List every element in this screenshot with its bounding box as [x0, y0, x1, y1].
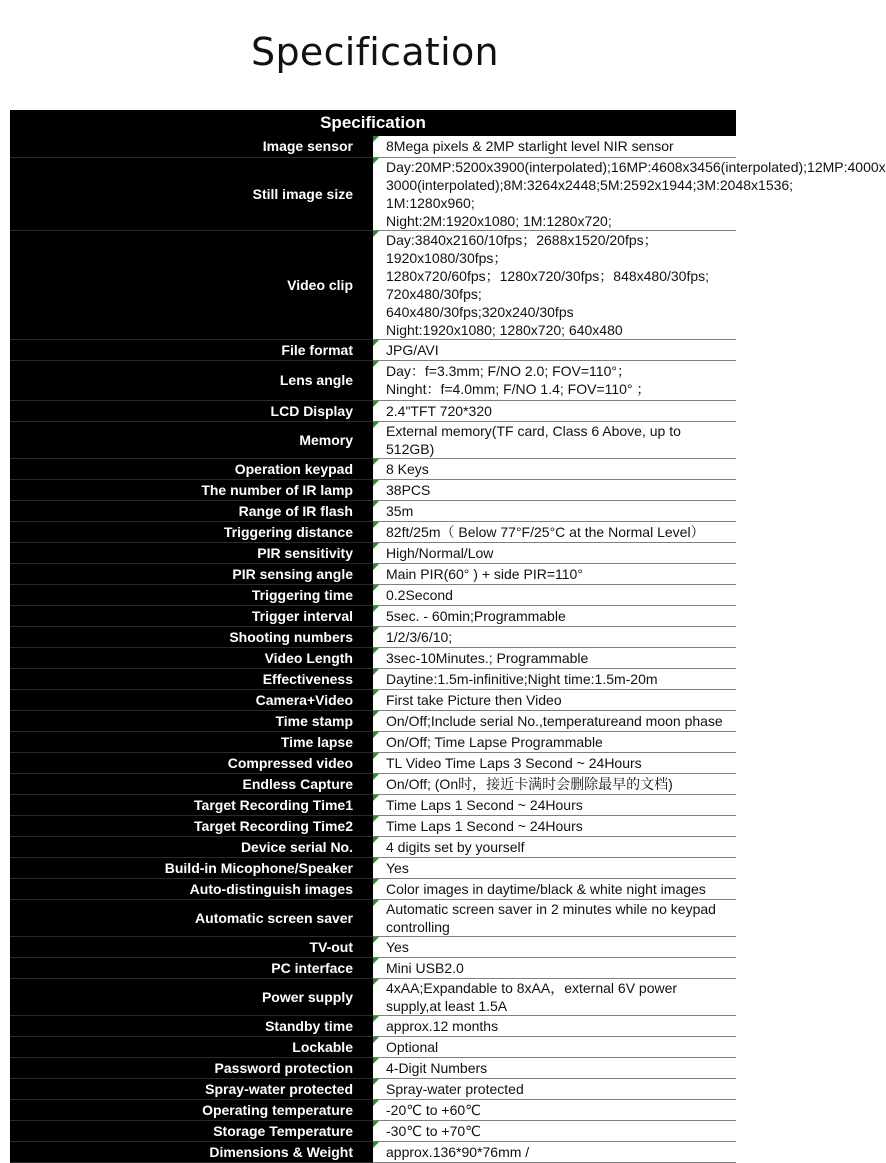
spec-value-line: 8Mega pixels & 2MP starlight level NIR sensor — [386, 138, 674, 155]
spec-row — [10, 773, 736, 794]
spec-value-line: Optional — [386, 1038, 439, 1055]
spec-row — [10, 1141, 736, 1162]
spec-label: Auto-distinguish images — [10, 878, 373, 899]
spec-value — [373, 668, 736, 689]
spec-value — [373, 1078, 736, 1099]
spec-row — [10, 542, 736, 563]
spec-row — [10, 668, 736, 689]
spec-value-line: Night:2M:1920x1080; 1M:1280x720; — [386, 212, 612, 229]
spec-label: Effectiveness — [10, 668, 373, 689]
spec-value-line: On/Off;Include serial No.,temperatureand moon phase — [386, 712, 723, 729]
spec-value-line: 2.4"TFT 720*320 — [386, 402, 492, 419]
spec-value-line: 4-Digit Numbers — [386, 1059, 488, 1076]
spec-label: Device serial No. — [10, 836, 373, 857]
spec-label: Compressed video — [10, 752, 373, 773]
spec-value — [373, 1141, 736, 1162]
spec-value-line: -20℃ to +60℃ — [386, 1101, 481, 1118]
spec-value-line: Day:20MP:5200x3900(interpolated);16MP:4608x3456(interpolated);12MP:4000x — [386, 158, 886, 175]
spec-value — [373, 957, 736, 978]
spec-value-line: Time Laps 1 Second ~ 24Hours — [386, 817, 583, 834]
spec-value-line: Color images in daytime/black & white night images — [386, 880, 706, 897]
spec-value-line: Spray-water protected — [386, 1080, 524, 1097]
spec-value — [373, 421, 736, 458]
spec-row — [10, 400, 736, 421]
spec-value — [373, 339, 736, 360]
spec-label: Build-in Micophone/Speaker — [10, 857, 373, 878]
spec-table — [10, 110, 886, 1163]
spec-row — [10, 626, 736, 647]
spec-value — [373, 479, 736, 500]
spec-value — [373, 878, 736, 899]
spec-value-line: 35m — [386, 502, 414, 519]
spec-value-line: Mini USB2.0 — [386, 959, 464, 976]
spec-table-body — [10, 136, 886, 1162]
spec-label: Lens angle — [10, 360, 373, 400]
spec-value — [373, 710, 736, 731]
spec-row — [10, 1120, 736, 1141]
spec-label: PIR sensitivity — [10, 542, 373, 563]
spec-row — [10, 936, 736, 957]
spec-value-line: 0.2Second — [386, 586, 453, 603]
spec-label: PIR sensing angle — [10, 563, 373, 584]
spec-value — [373, 815, 736, 836]
spec-value-line: 4xAA;Expandable to 8xAA，external 6V power supply,at least 1.5A — [386, 979, 678, 1014]
spec-value-line: High/Normal/Low — [386, 544, 494, 561]
spec-row — [10, 878, 736, 899]
spec-row — [10, 689, 736, 710]
spec-label: LCD Display — [10, 400, 373, 421]
spec-label: Memory — [10, 421, 373, 458]
spec-label: File format — [10, 339, 373, 360]
spec-row — [10, 360, 736, 400]
spec-label: Shooting numbers — [10, 626, 373, 647]
spec-value — [373, 605, 736, 626]
spec-label: Lockable — [10, 1036, 373, 1057]
spec-value-line: Night:1920x1080; 1280x720; 640x480 — [386, 321, 623, 338]
spec-value-line: External memory(TF card, Class 6 Above, up to 512GB) — [386, 422, 681, 457]
spec-value-line: 4 digits set by yourself — [386, 838, 525, 855]
spec-value — [373, 836, 736, 857]
spec-row — [10, 584, 736, 605]
spec-row — [10, 710, 736, 731]
spec-value — [373, 500, 736, 521]
spec-value-line: 3000(interpolated);8M:3264x2448;5M:2592x1944;3M:2048x1536; 1M:1280x960; — [386, 176, 794, 211]
spec-value — [373, 584, 736, 605]
spec-row — [10, 563, 736, 584]
spec-label: Video Length — [10, 647, 373, 668]
spec-row — [10, 157, 736, 230]
spec-label: Triggering time — [10, 584, 373, 605]
spec-value — [373, 626, 736, 647]
spec-row — [10, 1057, 736, 1078]
spec-value-line: JPG/AVI — [386, 341, 439, 358]
page-title: Specification — [251, 30, 499, 74]
spec-row — [10, 421, 736, 458]
spec-row — [10, 339, 736, 360]
spec-row — [10, 1015, 736, 1036]
spec-value-line: 8 Keys — [386, 460, 429, 477]
spec-value-line: 5sec. - 60min;Programmable — [386, 607, 566, 624]
spec-row — [10, 857, 736, 878]
spec-value-line: 38PCS — [386, 481, 431, 498]
spec-value — [373, 521, 736, 542]
spec-label: Time stamp — [10, 710, 373, 731]
spec-value-line: Yes — [386, 859, 409, 876]
spec-label: The number of IR lamp — [10, 479, 373, 500]
spec-row — [10, 479, 736, 500]
spec-value — [373, 731, 736, 752]
spec-row — [10, 647, 736, 668]
spec-row — [10, 136, 736, 157]
spec-label: Spray-water protected — [10, 1078, 373, 1099]
spec-value — [373, 157, 886, 230]
spec-value — [373, 794, 736, 815]
spec-value — [373, 647, 736, 668]
spec-label: TV-out — [10, 936, 373, 957]
spec-value-line: Ninght：f=4.0mm; F/NO 1.4; FOV=110° ； — [386, 381, 651, 397]
spec-label: Endless Capture — [10, 773, 373, 794]
spec-value-line: 3sec-10Minutes.; Programmable — [386, 649, 589, 666]
spec-value — [373, 1120, 736, 1141]
spec-label: Automatic screen saver — [10, 899, 373, 936]
spec-value-line: TL Video Time Laps 3 Second ~ 24Hours — [386, 754, 642, 771]
spec-label: PC interface — [10, 957, 373, 978]
spec-value — [373, 230, 736, 339]
spec-row — [10, 731, 736, 752]
spec-row — [10, 794, 736, 815]
spec-label: Power supply — [10, 978, 373, 1015]
spec-label: Camera+Video — [10, 689, 373, 710]
spec-label: Operation keypad — [10, 458, 373, 479]
spec-row — [10, 815, 736, 836]
spec-label: Image sensor — [10, 136, 373, 157]
spec-value-line: 640x480/30fps;320x240/30fps — [386, 303, 574, 320]
spec-value-line: Day:3840x2160/10fps；2688x1520/20fps；1920x1080/30fps； — [386, 231, 658, 266]
spec-label: Dimensions & Weight — [10, 1141, 373, 1162]
spec-value-line: approx.12 months — [386, 1017, 499, 1034]
spec-row — [10, 957, 736, 978]
spec-row — [10, 1099, 736, 1120]
spec-value-line: Automatic screen saver in 2 minutes while no keypad controlling — [386, 900, 716, 935]
spec-label: Operating temperature — [10, 1099, 373, 1120]
spec-value — [373, 542, 736, 563]
spec-table-header-row — [10, 110, 736, 136]
spec-label: Target Recording Time2 — [10, 815, 373, 836]
spec-table-header: Specification — [10, 110, 736, 136]
spec-label: Password protection — [10, 1057, 373, 1078]
spec-label: Still image size — [10, 157, 373, 230]
spec-value — [373, 978, 736, 1015]
spec-value — [373, 136, 736, 157]
spec-value-line: 1/2/3/6/10; — [386, 628, 453, 645]
spec-value-line: On/Off; Time Lapse Programmable — [386, 733, 603, 750]
spec-value-line: approx.136*90*76mm / — [386, 1143, 530, 1160]
spec-value-line: -30℃ to +70℃ — [386, 1122, 481, 1139]
spec-label: Target Recording Time1 — [10, 794, 373, 815]
spec-value-line: First take Picture then Video — [386, 691, 562, 708]
spec-value-line: Time Laps 1 Second ~ 24Hours — [386, 796, 583, 813]
spec-value-line: Yes — [386, 938, 409, 955]
spec-row — [10, 500, 736, 521]
spec-row — [10, 1078, 736, 1099]
spec-row — [10, 458, 736, 479]
spec-value — [373, 689, 736, 710]
spec-value — [373, 563, 736, 584]
spec-value-line: 82ft/25m（ Below 77°F/25°C at the Normal Level） — [386, 523, 705, 540]
spec-label: Trigger interval — [10, 605, 373, 626]
spec-row — [10, 1036, 736, 1057]
spec-row — [10, 230, 736, 339]
spec-value — [373, 1057, 736, 1078]
spec-value — [373, 752, 736, 773]
spec-row — [10, 978, 736, 1015]
spec-label: Range of IR flash — [10, 500, 373, 521]
spec-label: Video clip — [10, 230, 373, 339]
spec-value-line: Main PIR(60° ) + side PIR=110° — [386, 565, 583, 582]
spec-label: Triggering distance — [10, 521, 373, 542]
spec-label: Time lapse — [10, 731, 373, 752]
spec-value — [373, 899, 736, 936]
spec-label: Storage Temperature — [10, 1120, 373, 1141]
spec-row — [10, 752, 736, 773]
spec-row — [10, 836, 736, 857]
spec-row — [10, 605, 736, 626]
spec-value-line: Daytine:1.5m-infinitive;Night time:1.5m-20m — [386, 670, 658, 687]
spec-value — [373, 360, 736, 400]
spec-value — [373, 857, 736, 878]
spec-value — [373, 1036, 736, 1057]
spec-value — [373, 1015, 736, 1036]
spec-row — [10, 521, 736, 542]
spec-value — [373, 458, 736, 479]
spec-value — [373, 400, 736, 421]
spec-value-line: 1280x720/60fps；1280x720/30fps；848x480/30fps; 720x480/30fps; — [386, 267, 710, 302]
spec-value-line: Day：f=3.3mm; F/NO 2.0; FOV=110°； — [386, 363, 631, 379]
spec-value-line: On/Off; (On时，接近卡满时会删除最早的文档) — [386, 775, 673, 792]
spec-value — [373, 936, 736, 957]
spec-row — [10, 899, 736, 936]
spec-label: Standby time — [10, 1015, 373, 1036]
spec-value — [373, 773, 736, 794]
spec-value — [373, 1099, 736, 1120]
